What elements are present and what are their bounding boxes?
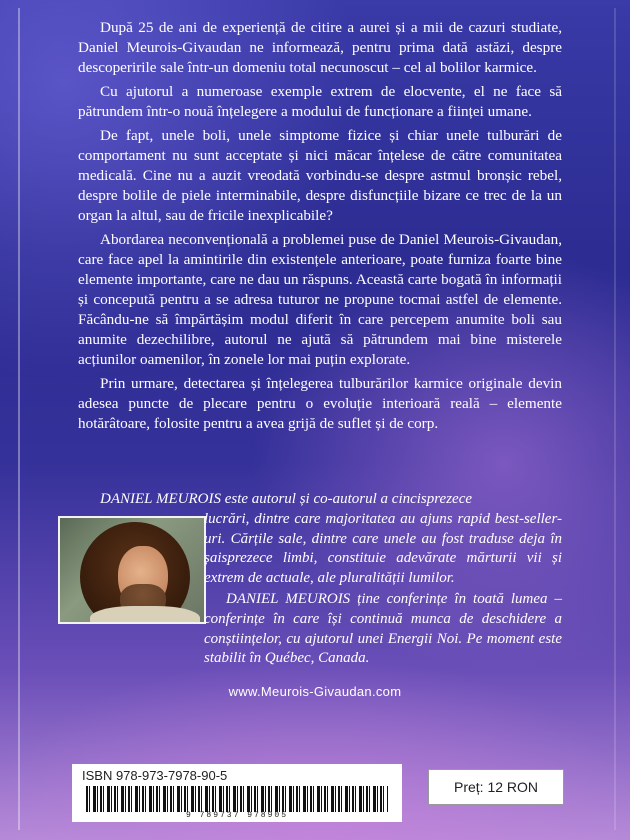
author-bio-conferences: DANIEL MEUROIS ține conferințe în toată lumea – conferințe în care își continuă munca de deschidere a conștiințelor, cu ajutorul unei Energii Noi. Pe moment este stabilit în Québec, Canada. [204, 591, 562, 667]
barcode-digits: 9 789737 978905 [185, 811, 288, 820]
paragraph-4: Abordarea neconvențională a problemei puse de Daniel Meurois-Givaudan, care face apel la amintirile din existențele anterioare, poate furniza foarte bine elemente importante, care ne dau un răspuns. Această carte bogată în informații și concepută pentru a se adresa tuturor ne propune tocmai astfel de elemente. Făcându-ne să împărtășim modul diferit în care percepem anumite boli sau anumite dezechilibre, autorul ne ajută să pătrundem mai bine misterele acțiunilor oamenilor, în zonele lor mai puțin explorate. [78, 231, 562, 368]
barcode-box [72, 764, 402, 822]
website-link[interactable]: www.Meurois-Givaudan.com [228, 684, 402, 699]
price-label: Preț: 12 RON [428, 769, 564, 805]
author-photo [58, 516, 206, 624]
blurb-text [78, 18, 562, 438]
paragraph-1: După 25 de ani de experiență de citire a aurei și a mii de cazuri studiate, Daniel Meurois-Givaudan ne informează, pentru prima dată astăzi, despre descoperirile sale într-un domeniu total necunoscut – cel al bolilor karmice. [78, 19, 562, 76]
paragraph-2: Cu ajutorul a numeroase exemple extrem de elocvente, el ne face să pătrundem într-o nouă înțelegere a modului de funcționare a ființei umane. [78, 83, 562, 120]
author-bio [204, 510, 562, 669]
author-bio-text: lucrări, dintre care majoritatea au ajuns rapid best-seller-uri. Cărțile sale, dintre care unele au fost traduse deja în șaisprezece limbi, constituie adevărate mărturii vii și extrem de actuale, ale pluralității lumilor. [204, 511, 562, 586]
paragraph-5: Prin urmare, detectarea și înțelegerea tulburărilor karmice originale devin adesea puncte de plecare pentru o evoluție interioară reală – elemente hotărâtoare, folosite pentru a avea grijă de suflet și de corp. [78, 375, 562, 432]
paragraph-3: De fapt, unele boli, unele simptome fizice și chiar unele tulburări de comportament nu sunt acceptate și nici măcar înțelese de către comunitatea medicală. Cine nu a auzit vreodată vorbindu-se despre astmul bronșic rebel, despre bolile de piele interminabile, despre disfuncțiile bizare ce trec de la un organ la altul, sau de fricile inexplicabile? [78, 127, 562, 224]
isbn-number: ISBN 978-973-7978-90-5 [82, 768, 228, 783]
author-bio-lead: DANIEL MEUROIS este autorul și co-autorul a cincisprezece [100, 491, 473, 507]
barcode-icon [86, 786, 388, 812]
